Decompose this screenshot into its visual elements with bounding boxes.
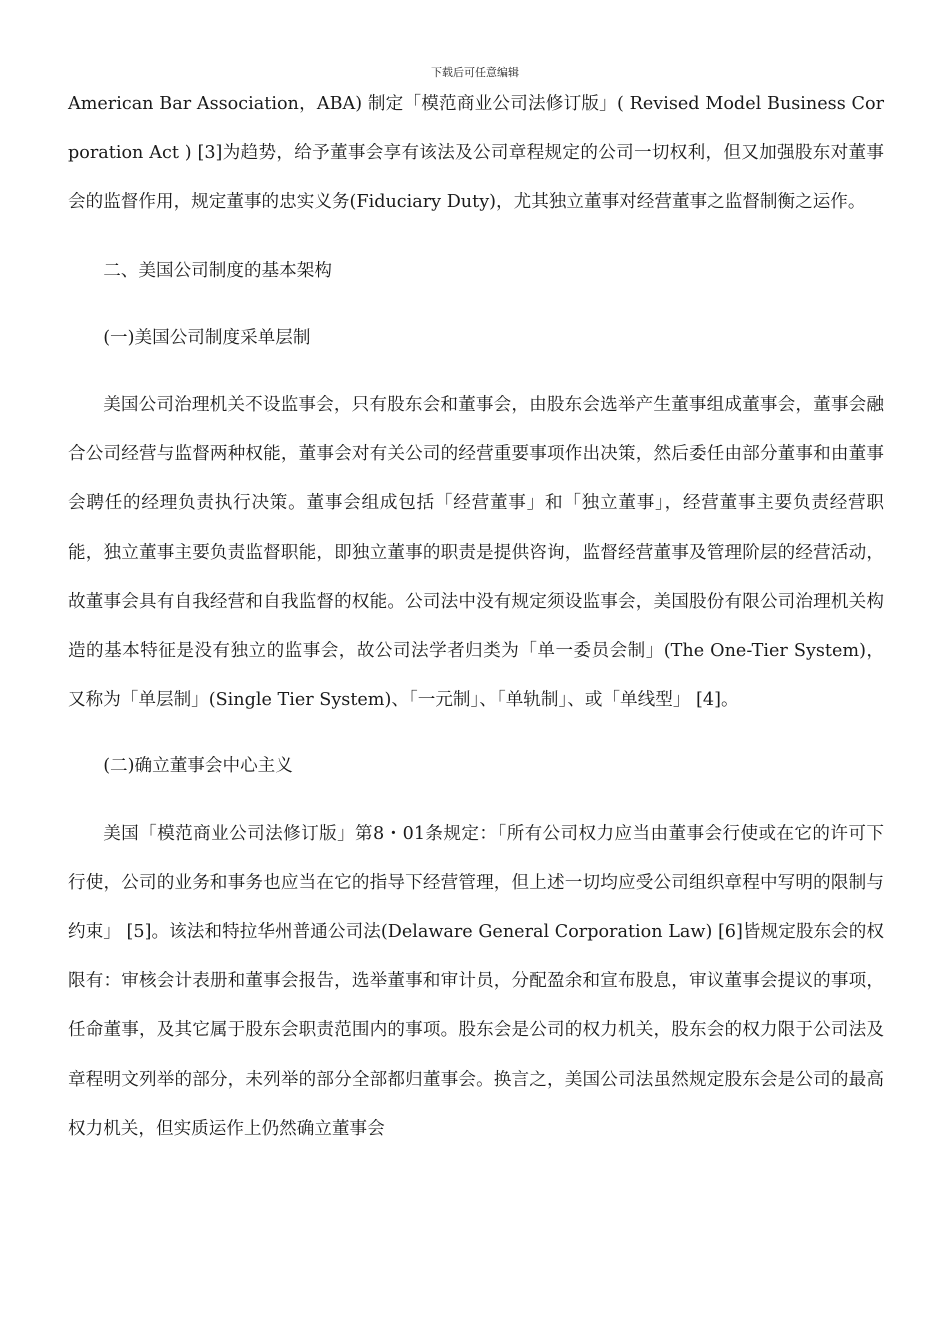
- paragraph-intro-continued: American Bar Association，ABA) 制定「模范商业公司法修订版」( Revised Model Business Corporation Act ) [3]为趋势，给予董事会享有该法及公司章程规定的公司一切权利，但又加强股东对董事会的监督作用，规定董事的忠实义务(Fiduciary Duty)，尤其独立董事对经营董事之监督制衡之运作。: [68, 94, 884, 213]
- subsection-heading-2: (二)确立董事会中心主义: [103, 756, 293, 777]
- section-heading-2: 二、美国公司制度的基本架构: [103, 260, 332, 281]
- paragraph-board-centrism: 美国「模范商业公司法修订版」第8・01条规定：「所有公司权力应当由董事会行使或在它的许可下行使，公司的业务和事务也应当在它的指导下经营管理，但上述一切均应受公司组织章程中写明的限制与约束」 [5]。该法和特拉华州普通公司法(Delaware General Corporation Law) [6]皆规定股东会的权限有：审核会计表册和董事会报告，选举董事和审计员，分配盈余和宣布股息，审议董事会提议的事项，任命董事，及其它属于股东会职责范围内的事项。股东会是公司的权力机关，股东会的权力限于公司法及章程明文列举的部分，未列举的部分全部都归董事会。换言之，美国公司法虽然规定股东会是公司的最高权力机关，但实质运作上仍然确立董事会: [68, 823, 884, 1139]
- paragraph-single-tier: 美国公司治理机关不设监事会，只有股东会和董事会，由股东会选举产生董事组成董事会，董事会融合公司经营与监督两种权能，董事会对有关公司的经营重要事项作出决策，然后委任由部分董事和由董事会聘任的经理负责执行决策。董事会组成包括「经营董事」和「独立董事」，经营董事主要负责经营职能，独立董事主要负责监督职能，即独立董事的职责是提供咨询，监督经营董事及管理阶层的经营活动，故董事会具有自我经营和自我监督的权能。公司法中没有规定须设监事会，美国股份有限公司治理机关构造的基本特征是没有独立的监事会，故公司法学者归类为「单一委员会制」(The One-Tier System)，又称为「单层制」(Single Tier System)、「一元制」、「单轨制」、或「单线型」 [4]。: [68, 395, 884, 711]
- subsection-heading-1: (一)美国公司制度采单层制: [103, 327, 311, 348]
- page-header-note: 下载后可任意编辑: [431, 66, 519, 79]
- document-body: [68, 80, 884, 1154]
